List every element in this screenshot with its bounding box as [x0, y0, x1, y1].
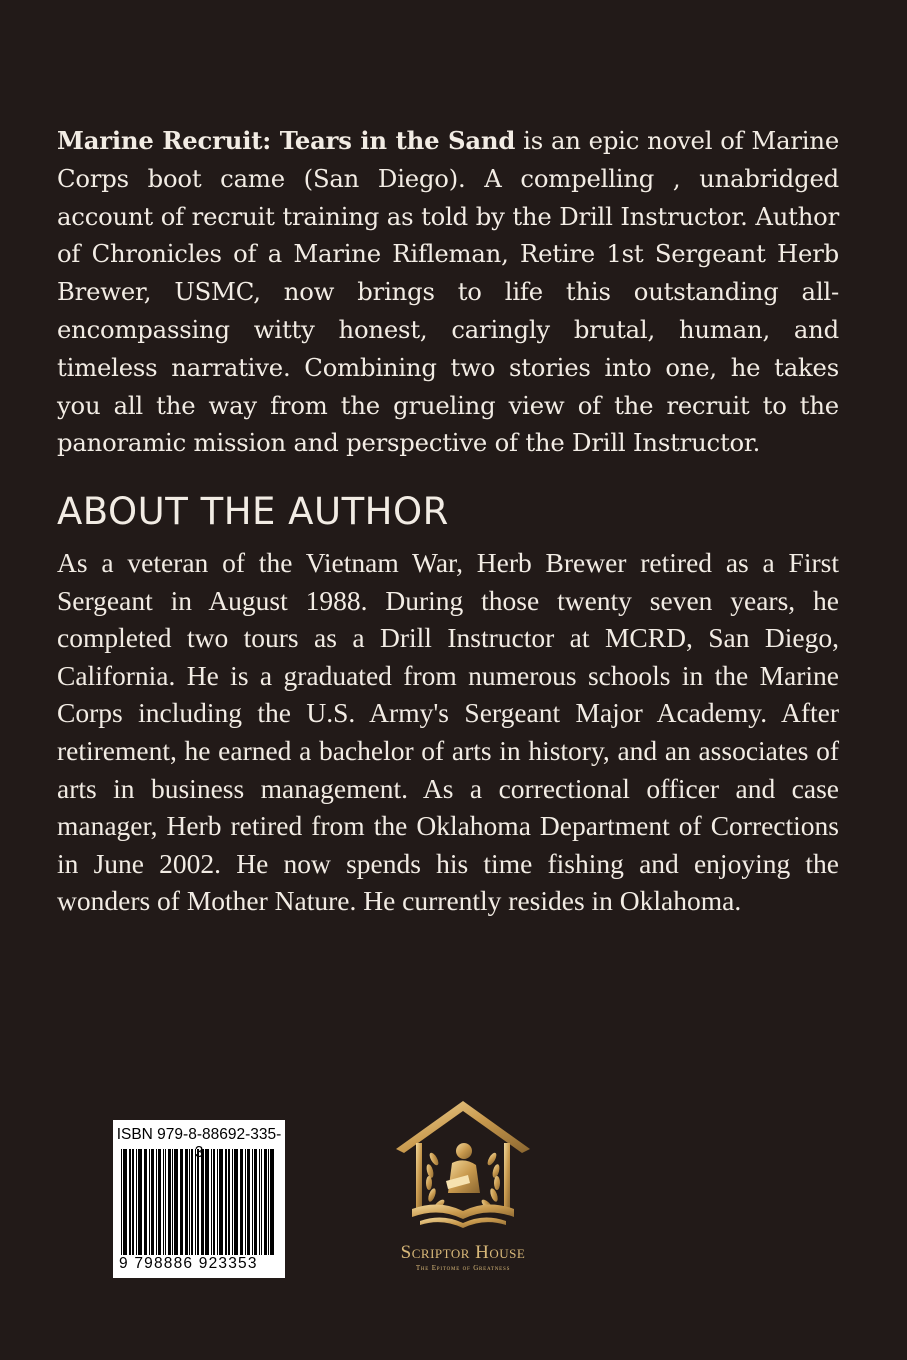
barcode-icon	[119, 1149, 279, 1261]
book-title: Marine Recruit: Tears in the Sand	[57, 126, 516, 155]
isbn-label: ISBN 979-8-88692-335-	[116, 1126, 282, 1143]
isbn-barcode	[113, 1120, 285, 1278]
house-reader-laurel-icon	[384, 1097, 542, 1243]
book-blurb	[57, 122, 839, 462]
author-bio: As a veteran of the Vietnam War, Herb Brewer retired as a First Sergeant in August 1988. During those twenty seven years, he completed two tours as a Drill Instructor at MCRD, San Diego, California. He is a graduated from numerous schools in the Marine Corps including the U.S. Army's Sergeant Major Academy. After retirement, he earned a bachelor of arts in history, and an associates of arts in business management. As a correctional officer and case manager, Herb retired from the Oklahoma Department of Corrections in June 2002. He now spends his time fishing and enjoying the wonders of Mother Nature. He currently resides in Oklahoma.	[57, 547, 839, 917]
about-author-heading: ABOUT THE AUTHOR	[57, 490, 449, 533]
blurb-text: is an epic novel of Marine Corps boot came (San Diego). A compelling , unabridged account of recruit training as told by the Drill Instructor. Author of Chronicles of a Marine Rifleman, Retire 1st Sergeant Herb Brewer, USMC, now brings to life this outstanding all-encompassing witty honest, caringly brutal, human, and timeless narrative. Combining two stories into one, he takes you all the way from the grueling view of the recruit to the panoramic mission and perspective of the Drill Instructor.	[57, 126, 839, 458]
publisher-logo	[378, 1097, 548, 1277]
publisher-name: Scriptor House	[400, 1242, 526, 1263]
publisher-tagline: The Epitome of Greatness	[415, 1264, 511, 1272]
barcode-digits: 9 798886 923353	[119, 1255, 281, 1273]
